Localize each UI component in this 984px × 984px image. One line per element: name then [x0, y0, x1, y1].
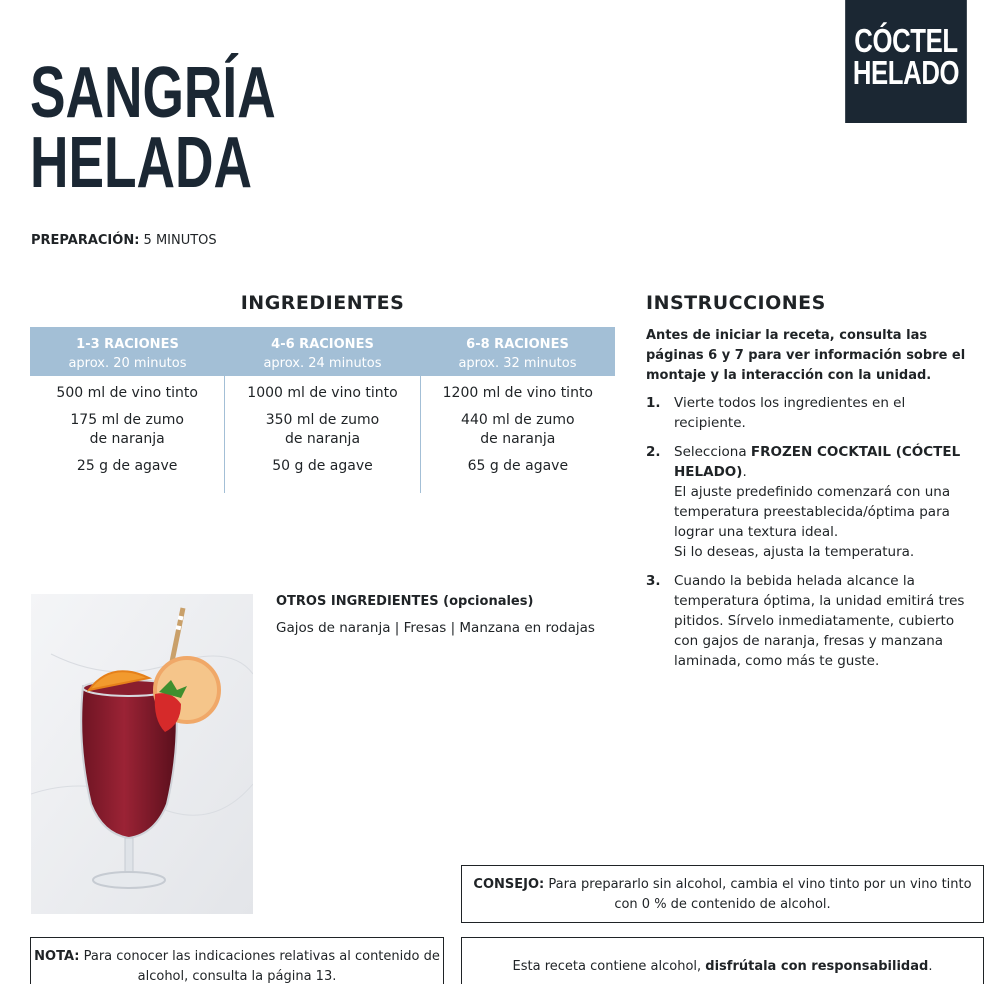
preparation-value: 5 MINUTOS	[143, 233, 217, 248]
instruction-step	[646, 393, 981, 433]
ingredients-column-1	[30, 376, 224, 493]
ingredient-item: 350 ml de zumo de naranja	[265, 412, 380, 447]
ingredient-item: 65 g de agave	[467, 458, 569, 474]
servings-time: aprox. 24 minutos	[263, 356, 382, 371]
step-text	[674, 442, 981, 562]
responsibility-pre: Esta receta contiene alcohol,	[512, 959, 706, 974]
sangria-glass-illustration	[31, 594, 253, 914]
ingredients-heading: INGREDIENTES	[240, 292, 405, 314]
optional-ingredients-value: Gajos de naranja | Fresas | Manzana en rodajas	[276, 620, 595, 636]
ingredient-item: 50 g de agave	[272, 458, 373, 474]
note-box	[30, 937, 444, 984]
ingredients-table-header	[30, 327, 615, 376]
recipe-title-line2: HELADA	[30, 123, 252, 203]
category-tag-line1: CÓCTEL	[854, 21, 958, 59]
ingredient-item: 175 ml de zumo de naranja	[70, 412, 184, 447]
ingredient-item: 440 ml de zumo de naranja	[461, 412, 575, 447]
preparation-label: PREPARACIÓN:	[31, 233, 140, 248]
note-label: NOTA:	[34, 949, 80, 964]
note-text: Para conocer las indicaciones relativas al contenido de alcohol, consulta la página 13.	[83, 949, 440, 984]
responsibility-box	[461, 937, 984, 984]
recipe-title-line1: SANGRÍA	[30, 53, 276, 133]
category-tag-line2: HELADO	[852, 53, 960, 91]
step-extra-line: El ajuste predefinido comenzará con una temperatura preestablecida/óptima para lograr una textura ideal.	[674, 484, 951, 540]
servings-header-1	[30, 327, 225, 376]
category-tag	[845, 0, 967, 123]
instructions-intro: Antes de iniciar la receta, consulta las páginas 6 y 7 para ver información sobre el montaje y la interacción con la unidad.	[646, 328, 966, 383]
ingredient-item: 1000 ml de vino tinto	[247, 385, 398, 401]
ingredient-item: 25 g de agave	[76, 458, 178, 474]
servings-time: aprox. 20 minutos	[68, 356, 187, 371]
preparation-time	[31, 233, 217, 248]
step-number: 2.	[646, 444, 661, 460]
ingredient-item: 1200 ml de vino tinto	[442, 385, 594, 401]
servings-header-3	[420, 327, 615, 376]
responsibility-post: .	[928, 959, 933, 974]
instruction-step	[646, 442, 981, 562]
servings-header-2	[225, 327, 420, 376]
step-extra-line: Si lo deseas, ajusta la temperatura.	[674, 544, 915, 560]
recipe-title	[30, 53, 276, 203]
servings-label: 6-8 RACIONES	[466, 337, 569, 352]
ingredients-column-3	[420, 376, 615, 493]
step-number: 3.	[646, 573, 661, 589]
tip-box	[461, 865, 984, 923]
step-program-name: FROZEN COCKTAIL (CÓCTEL HELADO)	[674, 444, 961, 480]
tip-text: Para prepararlo sin alcohol, cambia el vino tinto por un vino tinto con 0 % de contenido de alcohol.	[548, 877, 972, 912]
step-text: Vierte todos los ingredientes en el recipiente.	[674, 395, 906, 431]
step-number: 1.	[646, 395, 661, 411]
ingredients-table-body	[30, 376, 615, 493]
servings-time: aprox. 32 minutos	[458, 356, 577, 371]
instructions-heading: INSTRUCCIONES	[646, 292, 826, 314]
step-text-post: .	[742, 464, 747, 480]
ingredients-table	[30, 327, 615, 493]
tip-label: CONSEJO:	[473, 877, 545, 892]
sangria-photo	[31, 594, 253, 914]
optional-ingredients	[276, 592, 606, 638]
step-main-line	[674, 442, 981, 482]
ingredient-item: 500 ml de vino tinto	[56, 385, 198, 401]
instruction-step	[646, 571, 981, 671]
servings-label: 1-3 RACIONES	[76, 337, 179, 352]
step-text: Cuando la bebida helada alcance la temperatura óptima, la unidad emitirá tres pitidos. Sírvelo inmediatamente, cubierto con gajos de naranja, fresas y manzana laminada, como más te guste.	[674, 573, 965, 669]
servings-label: 4-6 RACIONES	[271, 337, 374, 352]
optional-ingredients-label: OTROS INGREDIENTES (opcionales)	[276, 594, 534, 609]
ingredients-column-2	[224, 376, 419, 493]
instructions-list	[646, 393, 981, 680]
step-text-pre: Selecciona	[674, 444, 751, 460]
responsibility-bold: disfrútala con responsabilidad	[705, 959, 929, 974]
